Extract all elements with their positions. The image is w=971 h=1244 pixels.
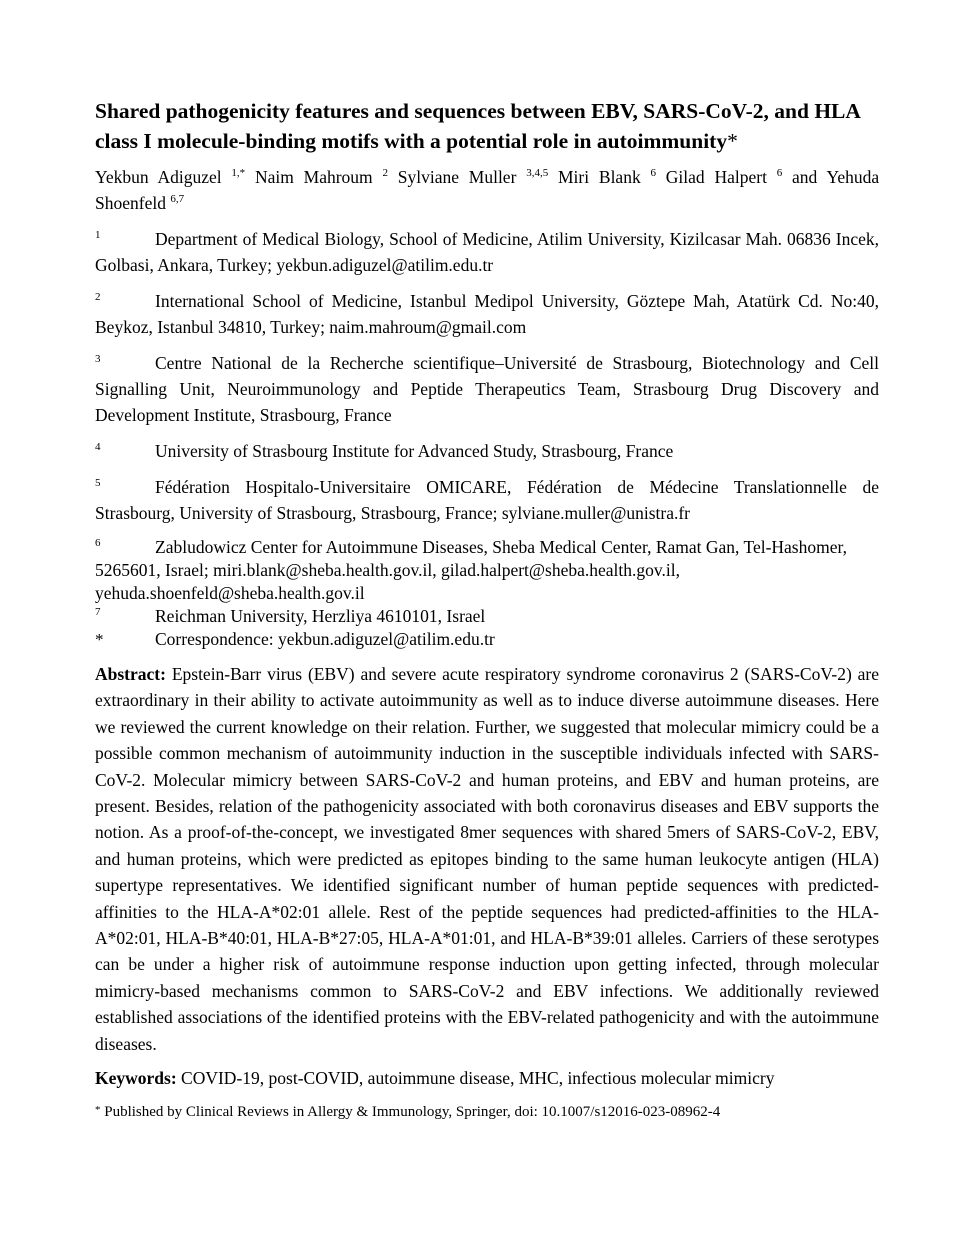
keywords-text: COVID-19, post-COVID, autoimmune disease, MHC, infectious molecular mimicry <box>181 1068 775 1089</box>
author-name: Naim Mahroum <box>254 167 373 187</box>
affiliation-text: Fédération Hospitalo-Universitaire OMICARE, Fédération de Médecine Translationnelle de Strasbourg, University of Strasbourg, Strasbourg, France; sylviane.muller@unistra.fr <box>95 477 879 523</box>
affiliation-text: Reichman University, Herzliya 4610101, Israel <box>155 606 486 626</box>
author-affiliation-sup: 6 <box>776 167 783 179</box>
author-name: Gilad Halpert <box>665 167 767 187</box>
correspondence: * Correspondence: yekbun.adiguzel@atilim.edu.tr <box>95 629 495 649</box>
author-name: Sylviane Muller <box>397 167 517 187</box>
affiliation-3: 3 Centre National de la Recherche scientifique–Université de Strasbourg, Biotechnology and Cell Signalling Unit, Neuroimmunology and Peptide Therapeutics Team, Strasbourg Drug Discovery and Development Institute, Strasbourg, France <box>95 353 879 425</box>
publication-footnote <box>95 1099 879 1123</box>
author-affiliation-sup: 2 <box>382 167 388 179</box>
affiliation-6: 6 Zabludowicz Center for Autoimmune Diseases, Sheba Medical Center, Ramat Gan, Tel-Hashomer, 5265601, Israel; miri.blank@sheba.health.gov.il, gilad.halpert@sheba.health.gov.il, yehuda.shoenfeld@sheba.health.gov.il <box>95 537 847 603</box>
affiliation-text: Department of Medical Biology, School of Medicine, Atilim University, Kizilcasar Mah. 06836 Incek, Golbasi, Ankara, Turkey; yekbun.adiguzel@atilim.edu.tr <box>95 229 879 275</box>
author-affiliation-sup: 6 <box>650 167 656 179</box>
author-name: Yekbun Adiguzel <box>95 167 222 187</box>
paper-page <box>95 96 879 1123</box>
keywords <box>95 1065 879 1091</box>
affiliation-1: 1 Department of Medical Biology, School of Medicine, Atilim University, Kizilcasar Mah. 06836 Incek, Golbasi, Ankara, Turkey; yekbun.adiguzel@atilim.edu.tr <box>95 229 879 275</box>
footnote-mark: * <box>95 1104 101 1117</box>
paper-title <box>95 96 879 156</box>
author-name: Miri Blank <box>558 167 641 187</box>
affiliation-4: 4 University of Strasbourg Institute for Advanced Study, Strasbourg, France <box>95 441 674 461</box>
affiliation-7: 7 Reichman University, Herzliya 4610101, Israel <box>95 606 486 626</box>
affiliation-5: 5 Fédération Hospitalo-Universitaire OMICARE, Fédération de Médecine Translationnelle de Strasbourg, University of Strasbourg, Strasbourg, France; sylviane.muller@unistra.fr <box>95 477 879 523</box>
author-name: Yehuda Shoenfeld <box>95 167 880 213</box>
title-text: Shared pathogenicity features and sequences between EBV, SARS-CoV-2, and HLA class I molecule-binding motifs with a potential role in autoimmunity <box>95 99 860 153</box>
footnote-text: Published by Clinical Reviews in Allergy & Immunology, Springer, doi: 10.1007/s12016-023-08962-4 <box>104 1104 721 1121</box>
affiliation-text: International School of Medicine, Istanbul Medipol University, Göztepe Mah, Atatürk Cd. No:40, Beykoz, Istanbul 34810, Turkey; naim.mahroum@gmail.com <box>95 291 879 337</box>
author-affiliation-sup: 3,4,5 <box>526 167 549 179</box>
author-affiliation-sup: 1,* <box>231 167 246 179</box>
keywords-label: Keywords: <box>95 1068 177 1089</box>
abstract-text: Epstein-Barr virus (EBV) and severe acute respiratory syndrome coronavirus 2 (SARS-CoV-2) are extraordinary in their ability to activate autoimmunity as well as to induce diverse autoimmune diseases. Here we reviewed the current knowledge on their relation. Further, we suggested that molecular mimicry could be a possible common mechanism of autoimmunity induction in the susceptible individuals infected with SARS-CoV-2. Molecular mimicry between SARS-CoV-2 and human proteins, and EBV and human proteins, are present. Besides, relation of the pathogenicity associated with both coronavirus diseases and EBV supports the notion. As a proof-of-the-concept, we investigated 8mer sequences with shared 5mers of SARS-CoV-2, EBV, and human proteins, which were predicted as epitopes binding to the same human leukocyte antigen (HLA) supertype representatives. We identified significant number of human peptide sequences with predicted-affinities to the HLA-A*02:01 allele. Rest of the peptide sequences had predicted-affinities to the HLA-A*02:01, HLA-B*40:01, HLA-B*27:05, HLA-A*01:01, and HLA-B*39:01 alleles. Carriers of these serotypes can be under a higher risk of autoimmune response induction upon getting infected, through molecular mimicry-based mechanisms common to SARS-CoV-2 and EBV infections. We additionally reviewed established associations of the identified proteins with the EBV-related pathogenicity and with the autoimmune diseases. <box>95 664 879 1054</box>
author-conjunction: and <box>792 167 818 187</box>
title-footnote-mark: * <box>727 129 738 153</box>
affiliation-text: Zabludowicz Center for Autoimmune Diseases, Sheba Medical Center, Ramat Gan, Tel-Hashomer, 5265601, Israel; miri.blank@sheba.health.gov.il, gilad.halpert@sheba.health.gov.il, yehuda.shoenfeld@sheba.health.gov.il <box>95 537 847 603</box>
affiliation-2: 2 International School of Medicine, Istanbul Medipol University, Göztepe Mah, Atatürk Cd. No:40, Beykoz, Istanbul 34810, Turkey; naim.mahroum@gmail.com <box>95 291 879 337</box>
author-list <box>95 164 879 216</box>
abstract <box>95 661 879 1057</box>
affiliation-text: Centre National de la Recherche scientifique–Université de Strasbourg, Biotechnology and Cell Signalling Unit, Neuroimmunology and Peptide Therapeutics Team, Strasbourg Drug Discovery and Development Institute, Strasbourg, France <box>95 353 879 425</box>
abstract-label: Abstract: <box>95 664 166 684</box>
author-affiliation-sup: 6,7 <box>170 193 185 205</box>
affiliation-text: University of Strasbourg Institute for Advanced Study, Strasbourg, France <box>155 441 674 461</box>
correspondence-text: Correspondence: yekbun.adiguzel@atilim.edu.tr <box>155 629 495 649</box>
